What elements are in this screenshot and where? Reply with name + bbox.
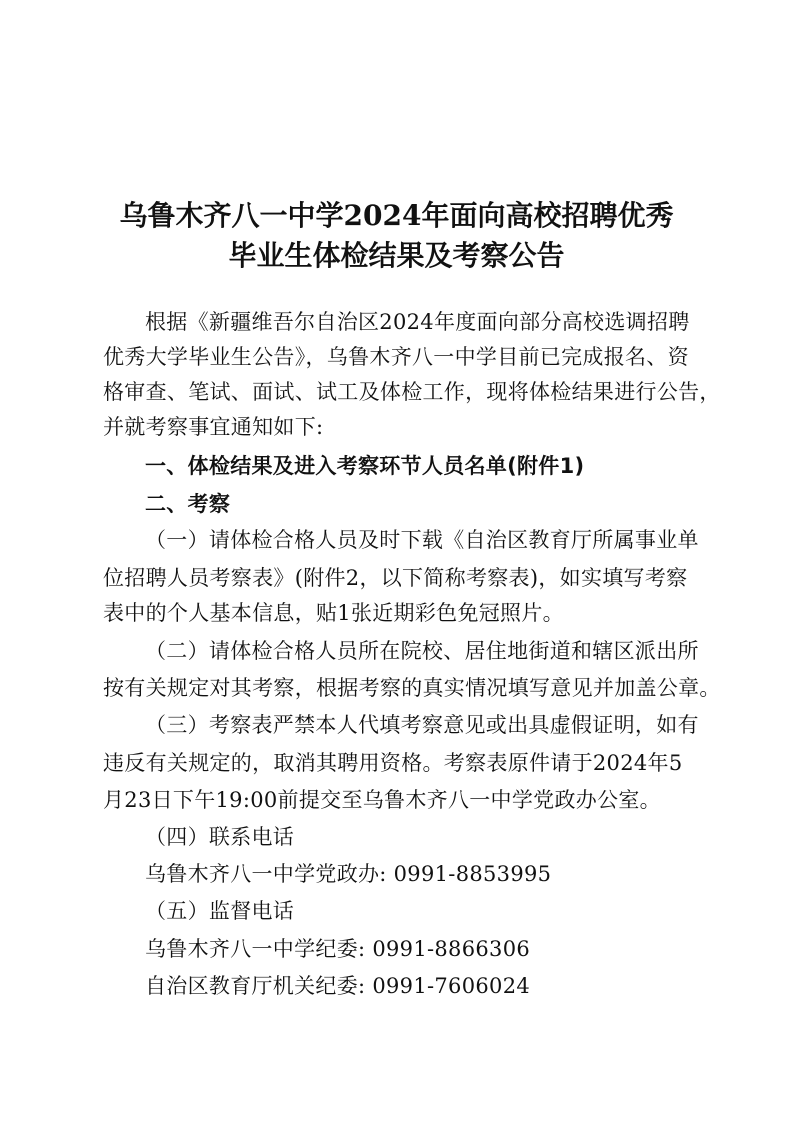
contact-heading: （四）联系电话 bbox=[145, 825, 295, 849]
intro-line-1: 根据《新疆维吾尔自治区2024年度面向部分高校选调招聘 bbox=[145, 310, 690, 334]
item-3-line-3: 月23日下午19:00前提交至乌鲁木齐八一中学党政办公室。 bbox=[103, 788, 661, 812]
document-title-line-1: 乌鲁木齐八一中学2024年面向高校招聘优秀 bbox=[119, 199, 674, 232]
intro-line-3: 格审查、笔试、面试、试工及体检工作，现将体检结果进行公告， bbox=[103, 380, 721, 404]
item-2-line-1: （二）请体检合格人员所在院校、居住地街道和辖区派出所 bbox=[145, 639, 699, 663]
document-title-line-2: 毕业生体检结果及考察公告 bbox=[228, 239, 565, 272]
item-1-line-3: 表中的个人基本信息，贴1张近期彩色免冠照片。 bbox=[103, 601, 564, 625]
intro-line-4: 并就考察事宜通知如下: bbox=[103, 415, 324, 439]
supervise-phone-line-2: 自治区教育厅机关纪委: 0991-7606024 bbox=[145, 974, 531, 998]
section-2-heading: 二、考察 bbox=[145, 492, 231, 516]
intro-line-2: 优秀大学毕业生公告》，乌鲁木齐八一中学目前已完成报名、资 bbox=[103, 345, 689, 369]
item-1-line-1: （一）请体检合格人员及时下载《自治区教育厅所属事业单 bbox=[145, 528, 699, 552]
item-2-line-2: 按有关规定对其考察，根据考察的真实情况填写意见并加盖公章。 bbox=[103, 676, 721, 700]
item-3-line-1: （三）考察表严禁本人代填考察意见或出具虚假证明，如有 bbox=[145, 713, 699, 737]
supervise-phone-line-1: 乌鲁木齐八一中学纪委: 0991-8866306 bbox=[145, 937, 531, 961]
item-1-line-2: 位招聘人员考察表》(附件2，以下简称考察表)，如实填写考察 bbox=[103, 566, 688, 590]
item-3-line-2: 违反有关规定的，取消其聘用资格。考察表原件请于2024年5 bbox=[103, 751, 683, 775]
section-1-heading: 一、体检结果及进入考察环节人员名单(附件1) bbox=[145, 454, 585, 478]
contact-phone-line: 乌鲁木齐八一中学党政办: 0991-8853995 bbox=[145, 862, 552, 886]
supervise-heading: （五）监督电话 bbox=[145, 899, 295, 923]
